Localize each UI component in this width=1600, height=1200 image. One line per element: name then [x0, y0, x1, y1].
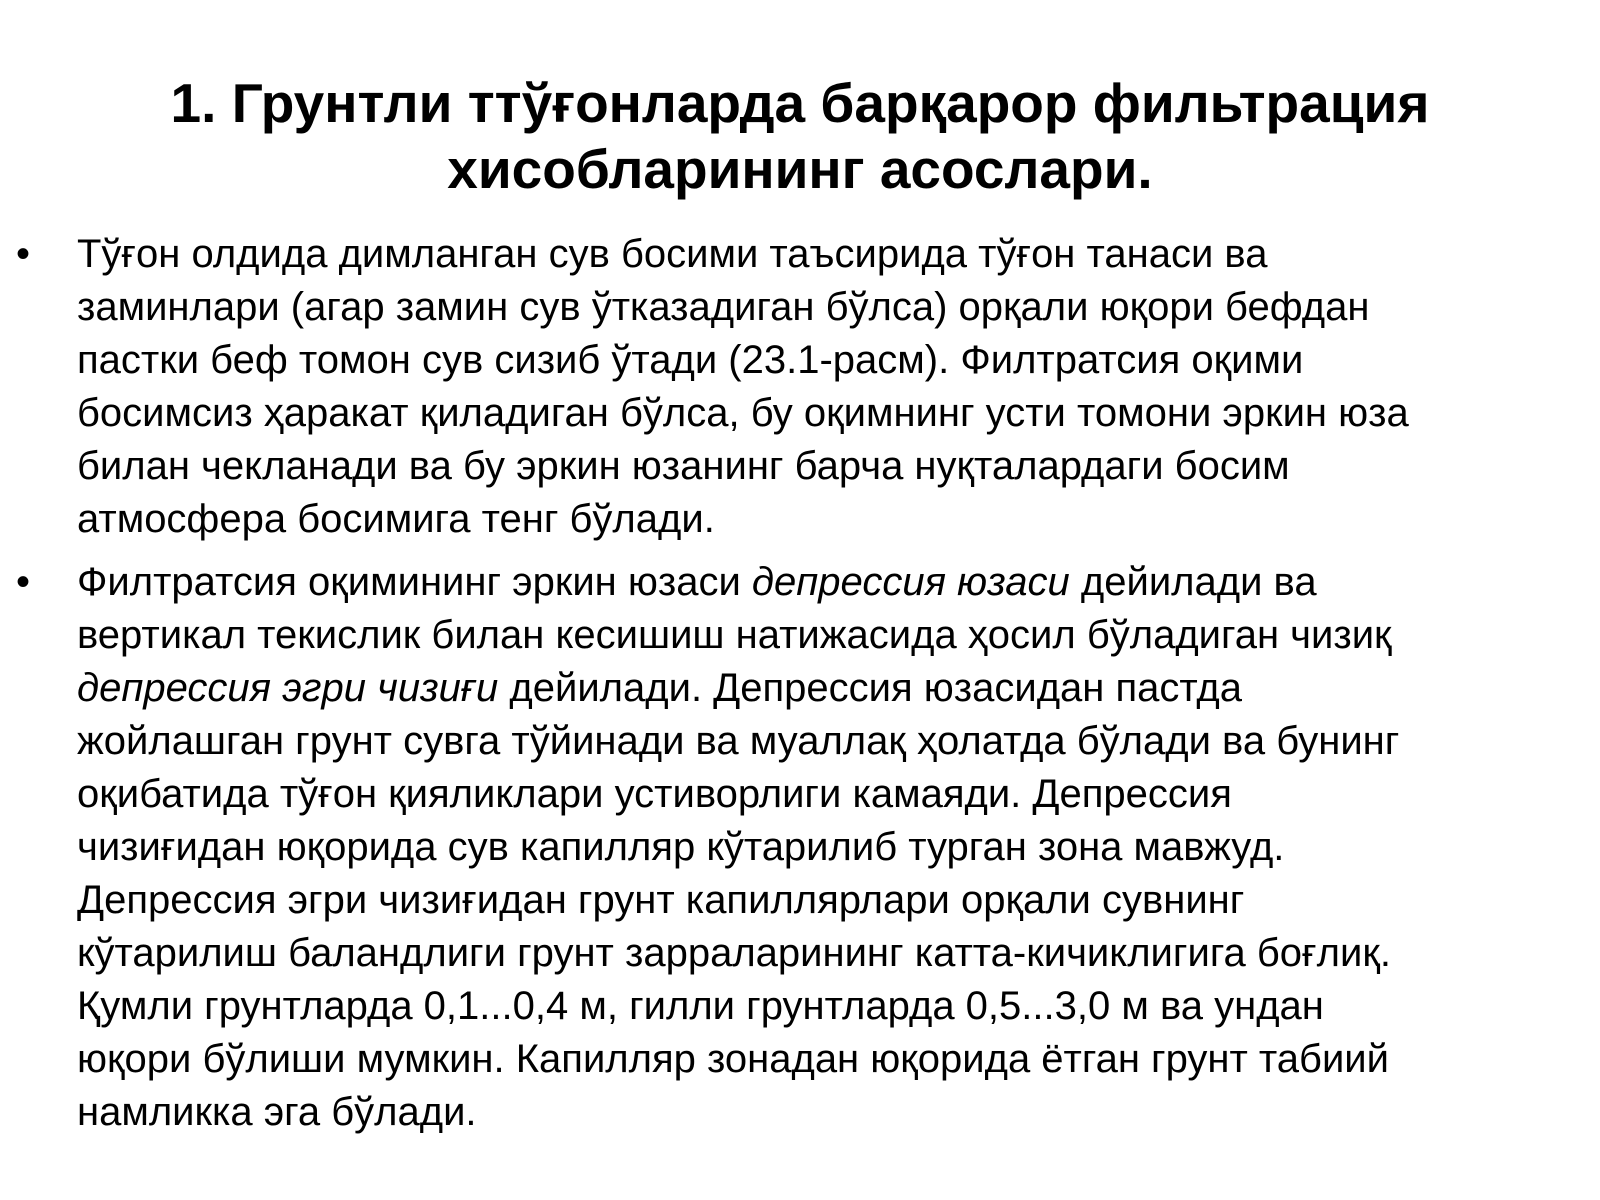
bullet-2-line-5: оқибатида тўғон қияликлари устиворлиги камаяди. Депрессия — [77, 772, 1232, 816]
slide-title-line-2: хисобларининг асослари. — [447, 138, 1153, 200]
bullet-2-line-1 — [77, 556, 1570, 609]
bullet-2-line-8: кўтарилиш баландлиги грунт зарраларининг катта-кичиклигига боғлиқ. — [77, 931, 1391, 975]
bullet-1-line-4: босимсиз ҳаракат қиладиган бўлса, бу оқимнинг усти томони эркин юза — [77, 391, 1409, 435]
bullet-1-line-6: атмосфера босимига тенг бўлади. — [77, 497, 715, 541]
bullet-2-text: дейилади ва — [1069, 560, 1317, 604]
bullet-item-2 — [0, 556, 1600, 1139]
bullet-2-line-6: чизиғидан юқорида сув капилляр кўтарилиб турган зона мавжуд. — [77, 825, 1285, 869]
bullet-2-line-4: жойлашган грунт сувга тўйинади ва муаллақ ҳолатда бўлади ва бунинг — [77, 719, 1400, 763]
bullet-2-line-7: Депрессия эгри чизиғидан грунт капиллярлари орқали сувнинг — [77, 878, 1245, 922]
bullet-list — [0, 228, 1600, 1149]
bullet-1-line-3: пастки беф томон сув сизиб ўтади (23.1-расм). Филтратсия оқими — [77, 338, 1304, 382]
bullet-2-text: Филтратсия оқимининг эркин юзаси — [77, 560, 752, 604]
bullet-2-line-3 — [77, 662, 1570, 715]
bullet-item-1 — [0, 228, 1600, 546]
term-depression-surface: депрессия юзаси — [751, 560, 1070, 604]
bullet-marker: • — [16, 232, 31, 276]
bullet-2-line-9: Қумли грунтларда 0,1...0,4 м, гилли грунтларда 0,5...3,0 м ва ундан — [77, 984, 1324, 1028]
bullet-2-text: дейилади. Депрессия юзасидан пастда — [498, 666, 1242, 710]
bullet-1-line-1: Тўғон олдида димланган сув босими таъсирида тўғон танаси ва — [77, 232, 1268, 276]
bullet-marker: • — [16, 560, 31, 604]
slide-title-line-1: 1. Грунтли ттўғонларда барқарор фильтрация — [170, 72, 1430, 134]
bullet-2-line-2: вертикал текислик билан кесишиш натижасида ҳосил бўладиган чизиқ — [77, 613, 1392, 657]
bullet-1-line-5: билан чекланади ва бу эркин юзанинг барча нуқталардаги босим — [77, 444, 1290, 488]
bullet-2-line-10: юқори бўлиши мумкин. Капилляр зонадан юқорида ётган грунт табиий — [77, 1037, 1389, 1081]
bullet-2-line-11: намликка эга бўлади. — [77, 1090, 477, 1134]
term-depression-curve: депрессия эгри чизиғи — [77, 666, 499, 710]
slide-title — [40, 70, 1560, 202]
bullet-1-line-2: заминлари (агар замин сув ўтказадиган бўлса) орқали юқори бефдан — [77, 285, 1370, 329]
